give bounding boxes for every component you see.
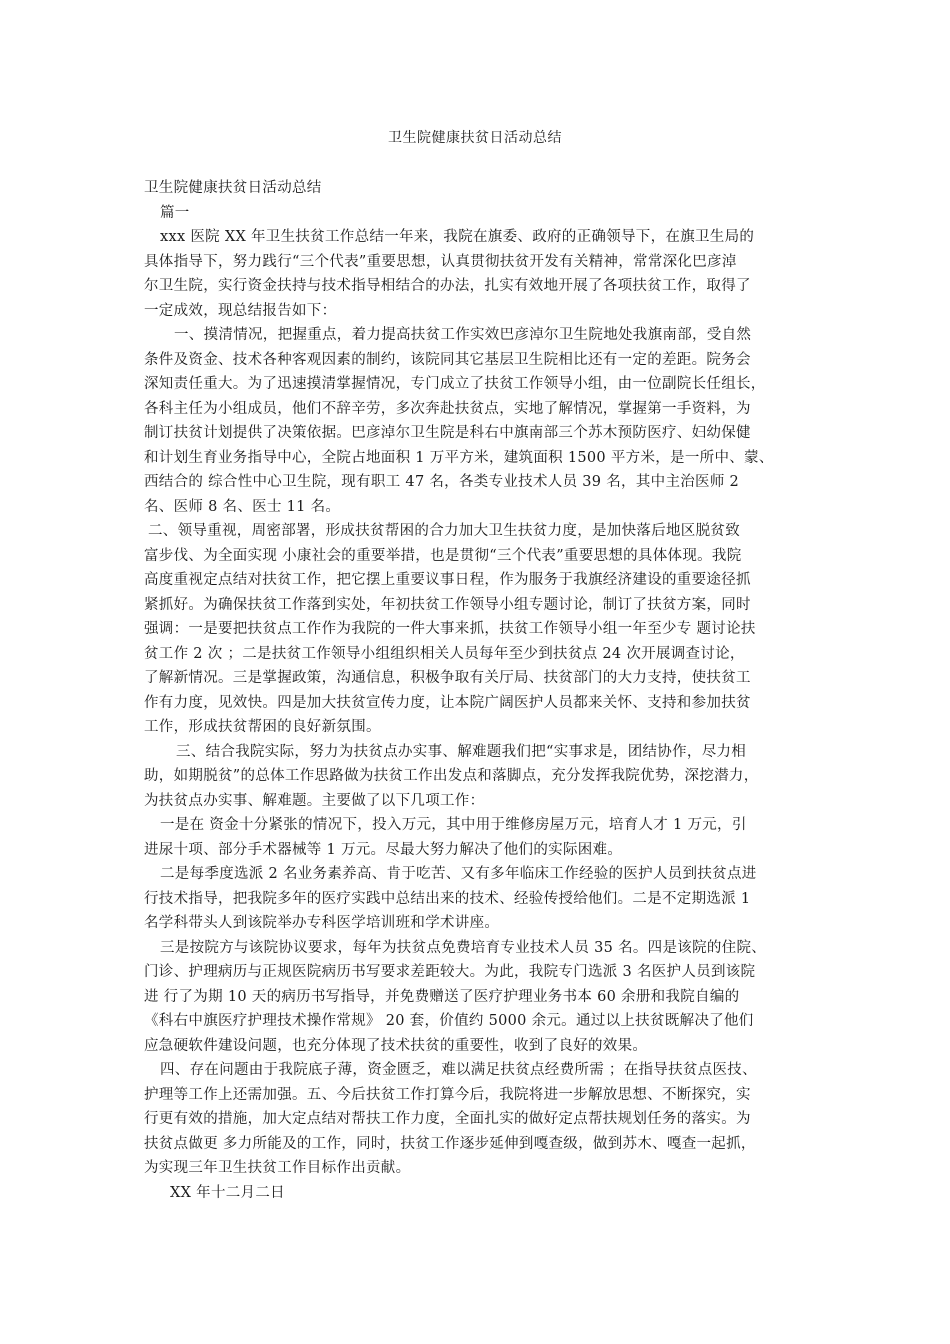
text-line: 具体指导下，努力践行“三个代表”重要思想，认真贯彻扶贫开发有关精神，常常深化巴彦淖 — [144, 253, 737, 270]
text-line: 应急硬软件建设问题，也充分体现了技术扶贫的重要性，收到了良好的效果。 — [144, 1037, 648, 1054]
text-line: 工作，形成扶贫帮困的良好新氛围。 — [144, 719, 381, 735]
text-line: 扶贫点做更 多力所能及的工作，同时，扶贫工作逐步延伸到嘎查级，做到苏木、嘎查一起抓， — [144, 1135, 756, 1152]
document-body — [144, 176, 824, 1205]
text-line: 条件及资金、技术各种客观因素的制约，该院同其它基层卫生院相比还有一定的差距。院务会 — [144, 351, 751, 368]
text-line: 篇一 — [160, 204, 190, 221]
text-line: 名、医师 8 名、医士 11 名。 — [144, 498, 341, 515]
text-line: 尔卫生院，实行资金扶持与技术指导相结合的办法，扎实有效地开展了各项扶贫工作，取得了 — [144, 278, 751, 294]
text-line: 四、存在问题由于我院底子薄，资金匮乏，难以满足扶贫点经费所需 ；在指导扶贫点医技、 — [160, 1062, 757, 1078]
text-line: 三是按院方与该院协议要求，每年为扶贫点免费培育专业技术人员 35 名。四是该院的住院、 — [160, 939, 767, 956]
text-line: 二是每季度选派 2 名业务素养高、肯于吃苦、又有多年临床工作经验的医护人员到扶贫点进 — [160, 866, 757, 882]
text-line: 为实现三年卫生扶贫工作目标作出贡献。 — [144, 1160, 411, 1176]
text-line: 各科主任为小组成员，他们不辞辛劳，多次奔赴扶贫点，实地了解情况，掌握第一手资料，为 — [144, 400, 751, 417]
text-line: 西结合的 综合性中心卫生院，现有职工 47 名，各类专业技术人员 39 名，其中主治医师 2 — [144, 474, 740, 490]
text-line: 护理等工作上还需加强。五、今后扶贫工作打算今后，我院将进一步解放思想、不断探究，实 — [144, 1086, 751, 1103]
text-line: 行更有效的措施，加大定点结对帮扶工作力度，全面扎实的做好定点帮扶规划任务的落实。为 — [144, 1111, 751, 1127]
text-line: 强调：一是要把扶贫点工作作为我院的一件大事来抓，扶贫工作领导小组一年至少专 题讨论扶 — [144, 621, 756, 637]
text-line: 进尿十项、部分手术器械等 1 万元。尽最大努力解决了他们的实际困难。 — [144, 841, 623, 858]
text-line: 紧抓好。为确保扶贫工作落到实处，年初扶贫工作领导小组专题讨论，制订了扶贫方案，同时 — [144, 596, 751, 613]
text-line: 和计划生育业务指导中心，全院占地面积 1 万平方米，建筑面积 1500 平方米，是一所中、蒙、 — [144, 449, 774, 466]
text-line: 一、摸清情况，把握重点，着力提高扶贫工作实效巴彦淖尔卫生院地处我旗南部，受自然 — [174, 327, 752, 343]
text-line: 助，如期脱贫”的总体工作思路做为扶贫工作出发点和落脚点，充分发挥我院优势，深挖潜力， — [144, 768, 759, 784]
text-line: XX 年十二月二日 — [170, 1184, 285, 1201]
text-line: 制订扶贫计划提供了决策依据。巴彦淖尔卫生院是科右中旗南部三个苏木预防医疗、妇幼保健 — [144, 425, 751, 441]
text-line: 二、领导重视，周密部署，形成扶贫帮困的合力加大卫生扶贫力度，是加快落后地区脱贫致 — [148, 523, 740, 539]
text-line: 作有力度，见效快。四是加大扶贫宣传力度，让本院广阔医护人员都来关怀、支持和参加扶贫 — [144, 694, 751, 711]
text-line: 卫生院健康扶贫日活动总结 — [144, 180, 322, 196]
document-title: 卫生院健康扶贫日活动总结 — [388, 130, 562, 146]
text-line: 一定成效，现总结报告如下： — [144, 302, 337, 319]
text-line: 门诊、护理病历与正规医院病历书写要求差距较大。为此，我院专门选派 3 名医护人员到该院 — [144, 964, 756, 980]
text-line: 名学科带头人到该院举办专科医学培训班和学术讲座。 — [144, 915, 500, 931]
text-line: 了解新情况。三是掌握政策，沟通信息，积极争取有关厅局、扶贫部门的大力支持，使扶贫工 — [144, 670, 751, 686]
text-line: 行技术指导，把我院多年的医疗实践中总结出来的技术、经验传授给他们。二是不定期选派 1 — [144, 890, 751, 907]
text-line: 深知责任重大。为了迅速摸清掌握情况，专门成立了扶贫工作领导小组，由一位副院长任组长， — [144, 376, 766, 392]
text-line: xxx 医院 XX 年卫生扶贫工作总结一年来，我院在旗委、政府的正确领导下，在旗卫生局的 — [160, 229, 755, 245]
text-line: 一是在 资金十分紧张的情况下，投入万元，其中用于维修房屋万元，培育人才 1 万元，引 — [160, 817, 747, 833]
text-line: 进 行了为期 10 天的病历书写指导，并免费赠送了医疗护理业务书本 60 余册和我院自编的 — [144, 988, 740, 1005]
text-line: 富步伐、为全面实现 小康社会的重要举措，也是贯彻“三个代表”重要思想的具体体现。我院 — [144, 547, 742, 564]
text-line: 三、结合我院实际，努力为扶贫点办实事、解难题我们把“实事求是，团结协作，尽力相 — [176, 743, 747, 760]
text-line: 贫工作 2 次 ；二是扶贫工作领导小组组织相关人员每年至少到扶贫点 24 次开展调查讨论， — [144, 645, 745, 662]
text-line: 为扶贫点办实事、解难题。主要做了以下几项工作： — [144, 792, 485, 809]
text-line: 高度重视定点结对扶贫工作，把它摆上重要议事日程，作为服务于我旗经济建设的重要途径抓 — [144, 572, 751, 588]
text-line: 《科右中旗医疗护理技术操作常规》 20 套，价值约 5000 余元。通过以上扶贫既解决了他们 — [144, 1013, 754, 1029]
